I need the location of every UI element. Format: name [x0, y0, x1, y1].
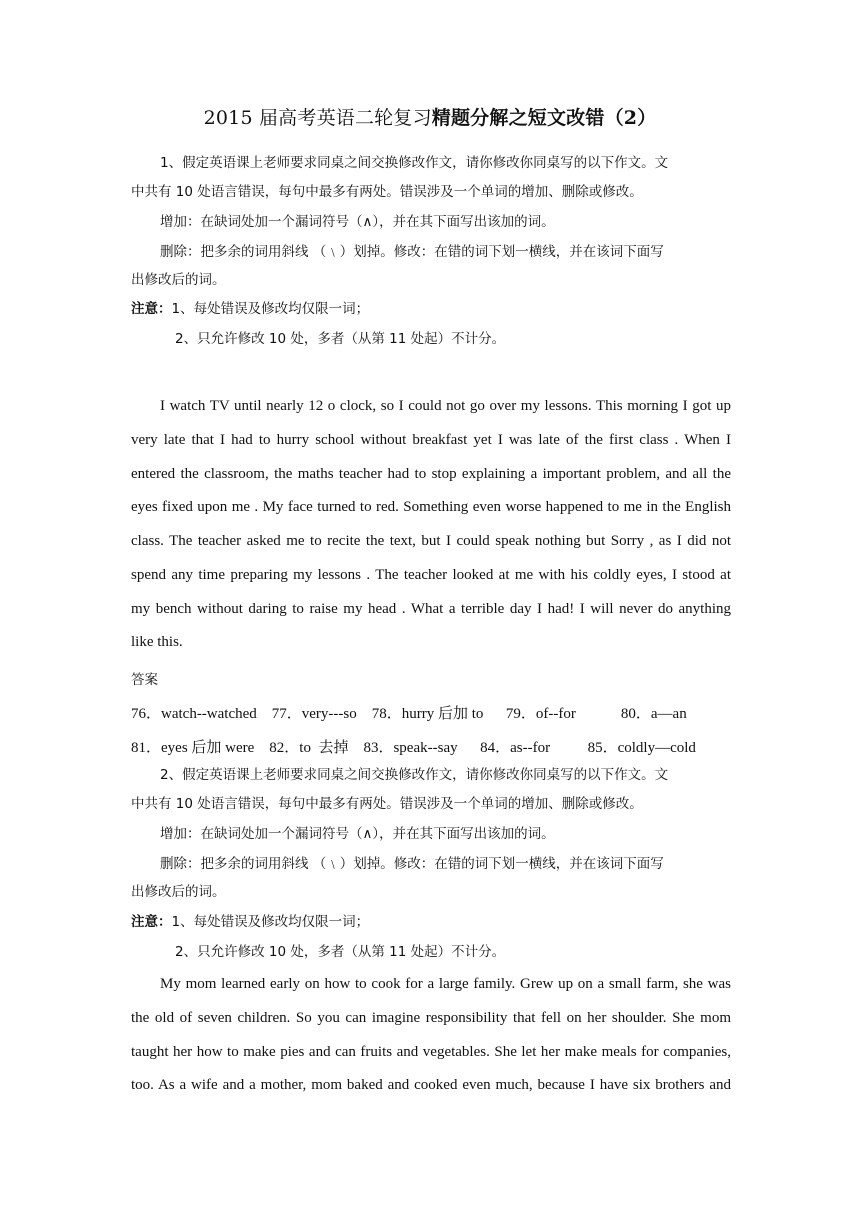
- passage-line: the old of seven children. So you can imagine responsibility that fell on her shoulder. She mom: [131, 1010, 731, 1026]
- answer-line: 81．eyes 后加 were 82．to 去掉 83．speak--say 84．as--for 85．coldly—cold: [131, 740, 696, 756]
- passage-line: eyes fixed upon me . My face turned to red. Something even worse happened to me in the English: [131, 499, 731, 515]
- passage-line: spend any time preparing my lessons . The teacher looked at me with his coldly eyes, I stood at: [131, 567, 731, 583]
- note-label: 注意：: [131, 301, 172, 317]
- note-item: 1、每处错误及修改均仅限一词；: [171, 914, 370, 930]
- passage-line: My mom learned early on how to cook for a large family. Grew up on a small farm, she was: [160, 976, 731, 992]
- instruction-line: 删除：把多余的词用斜线 （﹨）划掉。修改：在错的词下划一横线，并在该词下面写: [160, 856, 664, 872]
- instruction-line: 删除：把多余的词用斜线 （﹨）划掉。修改：在错的词下划一横线，并在该词下面写: [160, 244, 664, 260]
- instruction-line: 增加：在缺词处加一个漏词符号（∧），并在其下面写出该加的词。: [160, 826, 555, 842]
- instruction-line: 增加：在缺词处加一个漏词符号（∧），并在其下面写出该加的词。: [160, 214, 555, 230]
- answer-label: 答案: [131, 672, 158, 688]
- passage-line: too. As a wife and a mother, mom baked and cooked even much, because I have six brothers and: [131, 1077, 731, 1093]
- instruction-line: 出修改后的词。: [131, 272, 226, 288]
- passage-line: entered the classroom, the maths teacher had to stop explaining a important problem, and all the: [131, 466, 731, 482]
- instruction-line: 2、假定英语课上老师要求同桌之间交换修改作文，请你修改你同桌写的以下作文。文: [160, 767, 669, 783]
- passage-line: like this.: [131, 634, 183, 650]
- passage-line: taught her how to make pies and can fruits and vegetables. She let her make meals for companies,: [131, 1044, 731, 1060]
- instruction-line: 1、假定英语课上老师要求同桌之间交换修改作文，请你修改你同桌写的以下作文。文: [160, 155, 669, 171]
- note-item: 1、每处错误及修改均仅限一词；: [171, 301, 370, 317]
- passage-line: class. The teacher asked me to recite the text, but I could speak nothing but Sorry , as I did not: [131, 533, 731, 549]
- passage-line: very late that I had to hurry school without breakfast yet I was late of the first class . When I: [131, 432, 731, 448]
- note-line: 2、只允许修改 10 处，多者（从第 11 处起）不计分。: [175, 944, 506, 960]
- title-bold: 精题分解之短文改错（2）: [431, 107, 657, 129]
- instruction-line: 出修改后的词。: [131, 884, 226, 900]
- passage-line: my bench without daring to raise my head . What a terrible day I had! I will never do anything: [131, 601, 731, 617]
- instruction-line: 中共有 10 处语言错误，每句中最多有两处。错误涉及一个单词的增加、删除或修改。: [131, 796, 643, 812]
- answer-line: 76．watch--watched 77．very---so 78．hurry 后加 to 79．of--for 80．a—an: [131, 706, 687, 722]
- note-line: [131, 297, 731, 317]
- instruction-line: 中共有 10 处语言错误，每句中最多有两处。错误涉及一个单词的增加、删除或修改。: [131, 184, 643, 200]
- note-label: 注意：: [131, 914, 172, 930]
- title-main: 2015 届高考英语二轮复习: [203, 107, 432, 129]
- page-title: [0, 103, 860, 130]
- note-line: 2、只允许修改 10 处，多者（从第 11 处起）不计分。: [175, 331, 506, 347]
- note-line: [131, 910, 731, 930]
- passage-line: I watch TV until nearly 12 o clock, so I could not go over my lessons. This morning I got up: [160, 398, 731, 414]
